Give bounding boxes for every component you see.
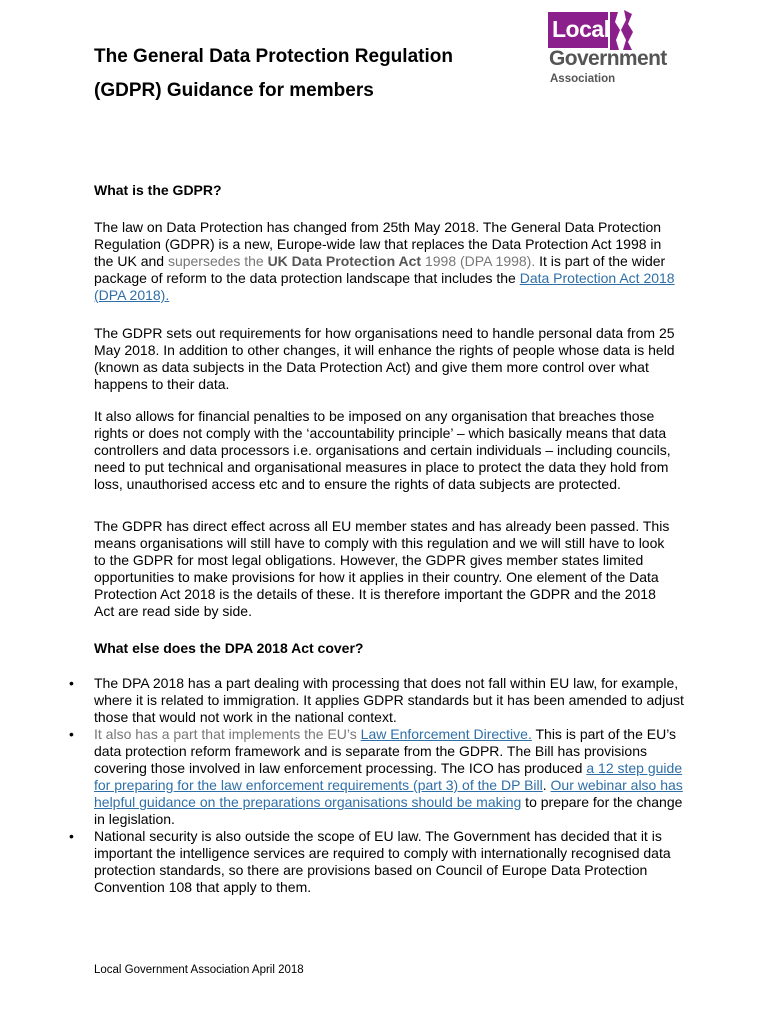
list-item	[64, 726, 684, 828]
list-item	[64, 828, 684, 896]
title-line-2: (GDPR) Guidance for members	[94, 80, 374, 101]
logo-local-text: Local	[552, 16, 610, 42]
paragraph-requirements: The GDPR sets out requirements for how organisations need to handle personal data from 25 May 2018. In addition to other changes, it will enhance the rights of people whose data is held (known as data subjects in the Data Protection Act) and give them more control over what happens to their data.	[94, 325, 675, 392]
paragraph-intro-text-2: It is part of the wider package of reform to the data protection landscape that includes the	[94, 253, 666, 286]
heading-what-is-gdpr: What is the GDPR?	[94, 182, 222, 198]
bullet-text-3: National security is also outside the scope of EU law. The Government has decided that it is important the intelligence services are required to comply with internationally recognised data protection standards, so there are provisions based on Council of Europe Data Protection Convention 108 that apply to them.	[94, 828, 671, 895]
paragraph-intro-text: The law on Data Protection has changed from 25th May 2018. The General Data Protection Regulation (GDPR) is a new, Europe-wide law that replaces the Data Protection Act 1998 in the UK and	[94, 219, 662, 269]
page-footer: Local Government Association April 2018	[94, 964, 304, 976]
bullet-text-2c: .	[542, 777, 551, 793]
law-enforcement-directive-link[interactable]: Law Enforcement Directive.	[360, 726, 532, 742]
supersedes-text: supersedes the	[167, 253, 268, 269]
bullet-icon: •	[69, 675, 74, 691]
document-title	[94, 40, 514, 108]
logo-local-box	[548, 12, 608, 48]
dpa-bullet-list	[64, 675, 684, 896]
bullet-text-2d: to prepare for the change in legislation.	[94, 794, 683, 827]
paragraph-direct-effect: The GDPR has direct effect across all EU member states and has already been passed. This means organisations will still have to comply with this regulation and we will still have to look to the GDPR for most legal obligations. However, the GDPR gives member states limited opportunities to make provisions for how it applies in their country. One element of the Data Protection Act 2018 is the details of these. It is therefore important the GDPR and the 2018 Act are read side by side.	[94, 518, 670, 619]
heading-dpa-2018: What else does the DPA 2018 Act cover?	[94, 640, 364, 656]
dpa-2018-link[interactable]: Data Protection Act 2018 (DPA 2018).	[94, 270, 675, 303]
bullet-text-1: The DPA 2018 has a part dealing with processing that does not fall within EU law, for example, where it is related to immigration. It applies GDPR standards but it has been amended to adjust those that would not work in the national context.	[94, 675, 684, 725]
paragraph-intro	[94, 219, 679, 304]
logo-figures-icon	[608, 10, 642, 50]
list-item	[64, 675, 684, 726]
ico-12-step-guide-link[interactable]: a 12 step guide for preparing for the law enforcement requirements (part 3) of the DP Bill	[94, 760, 683, 793]
bullet-icon: •	[69, 828, 74, 844]
title-line-1: The General Data Protection Regulation	[94, 46, 453, 67]
uk-dpa-text: UK Data Protection Act	[267, 253, 422, 269]
lga-logo	[546, 6, 686, 88]
bullet-text-2b: This is part of the EU’s data protection reform framework and is separate from the GDPR. The Bill has provisions covering those involved in law enforcement processing. The ICO has produced	[94, 726, 677, 776]
logo-government-text: Government	[549, 47, 667, 70]
webinar-guidance-link[interactable]: Our webinar also has helpful guidance on the preparations organisations should be making	[94, 777, 683, 810]
logo-association-text: Association	[550, 73, 616, 85]
bullet-icon: •	[69, 726, 74, 742]
bullet-text-2a: It also has a part that implements the EU’s	[94, 726, 361, 742]
dpa-1998-text: 1998 (DPA 1998).	[421, 253, 536, 269]
paragraph-penalties: It also allows for financial penalties to be imposed on any organisation that breaches those rights or does not comply with the ‘accountability principle’ – which basically means that data controllers and data processors i.e. organisations and certain individuals – including councils, need to put technical and organisational measures in place to protect the data they hold from loss, unauthorised access etc and to ensure the rights of data subjects are protected.	[94, 408, 671, 492]
